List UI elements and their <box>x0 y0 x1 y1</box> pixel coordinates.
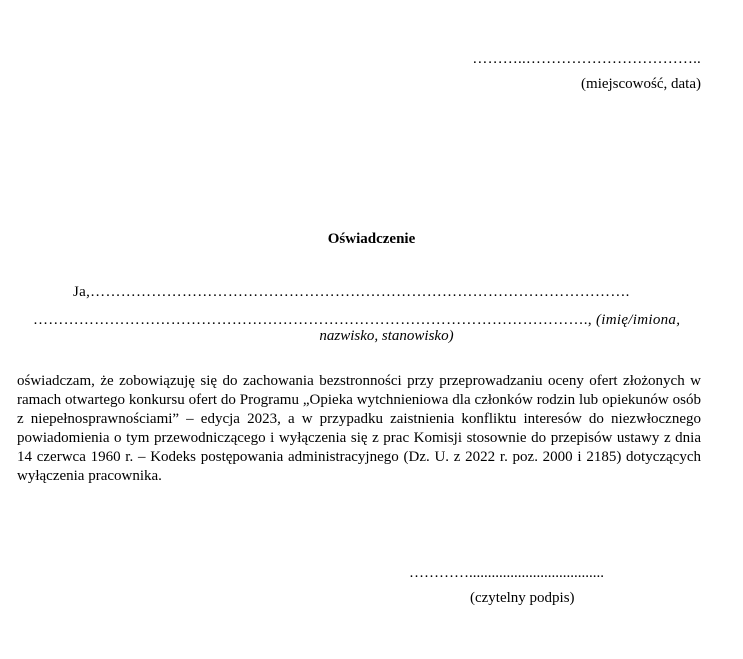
declarant-name-line <box>33 312 680 329</box>
name-dots: ………………………………………………………………………………………………., <box>33 312 592 328</box>
place-date-line: ………..…………………………….. <box>472 51 701 67</box>
name-hint-first: (imię/imiona, <box>595 312 681 328</box>
name-hint-second: nazwisko, stanowisko) <box>319 328 454 344</box>
document-title: Oświadczenie <box>327 231 416 247</box>
place-date-label: (miejscowość, data) <box>581 76 701 92</box>
declarant-ja-line: Ja,……………………………………………………………………………………………. <box>73 284 630 300</box>
signature-label: (czytelny podpis) <box>470 590 575 606</box>
signature-line: ………….................................... <box>409 565 604 581</box>
declaration-body: oświadczam, że zobowiązuję się do zachowania bezstronności przy przeprowadzaniu oceny ofert złożonych w ramach otwartego konkursu ofert do Programu „Opieka wytchnieniowa dla członków rodzin lub opiekunów osób z niepełnosprawnościami” – edycja 2023, a w przypadku zaistnienia konfliktu interesów do niezwłocznego powiadomienia o tym przewodniczącego i wyłączenia się z prac Komisji stosownie do przepisów ustawy z dnia 14 czerwca 1960 r. – Kodeks postępowania administracyjnego (Dz. U. z 2022 r. poz. 2000 i 2185) dotyczących wyłączenia pracownika. <box>17 373 701 484</box>
